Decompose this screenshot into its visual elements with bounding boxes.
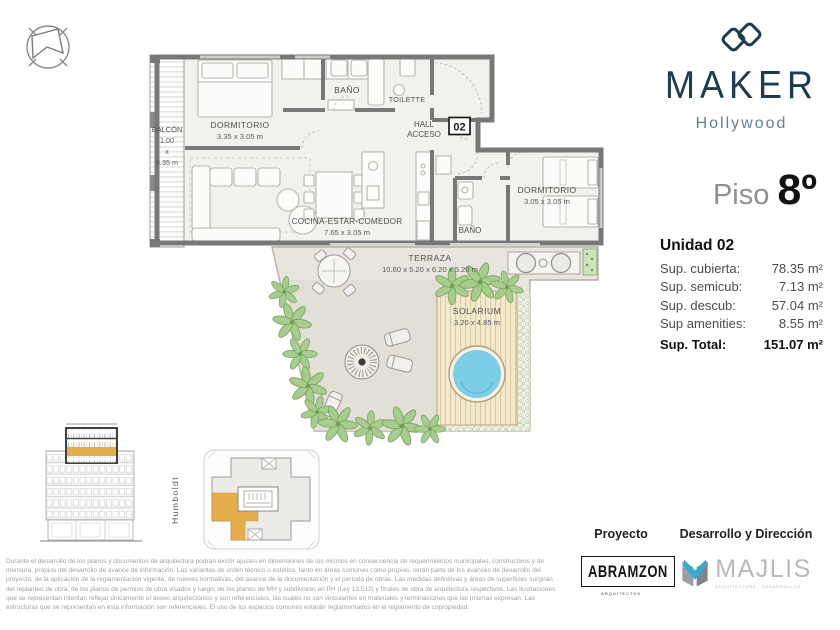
surface-label: Sup. cubierta: (660, 261, 741, 276)
terrace-area (266, 247, 598, 454)
surface-label: Sup. semicub: (660, 279, 743, 295)
surface-table (660, 260, 823, 354)
svg-text:3.05 x 3.05 m: 3.05 x 3.05 m (523, 197, 571, 206)
unit-badge (449, 118, 470, 135)
hall-label-2: ACCESO (407, 130, 441, 139)
toilette-label: TOILETTE (388, 95, 426, 104)
floor-label: Piso (712, 179, 770, 211)
surface-row (660, 260, 823, 278)
surface-row (660, 315, 823, 333)
dorm1-label: DORMITORIO (210, 120, 270, 130)
surface-row (660, 278, 823, 296)
svg-text:02: 02 (453, 121, 466, 134)
planter-box (583, 249, 597, 275)
surface-total-label: Sup. Total: (660, 336, 727, 352)
svg-text:1.00: 1.00 (160, 136, 174, 145)
surface-label: Sup amenities: (660, 316, 746, 332)
floor-title (660, 166, 823, 215)
building-elevation (40, 424, 142, 541)
maker-logo-icon (714, 20, 770, 62)
solarium-label: SOLARIUM (452, 306, 502, 316)
brand-name: MAKER (664, 62, 819, 107)
majlis-name: MAJLIS (715, 555, 812, 583)
fire-pit (345, 345, 379, 379)
majlis-logo-icon (680, 557, 710, 589)
balcony-label: BALCÓN (151, 125, 183, 134)
cocina-label: COCINA-ESTAR-COMEDOR (291, 217, 403, 226)
majlis-tagline: ARQUITECTURA · DESARROLLOS (715, 584, 801, 589)
svg-text:7.65 x 3.05 m: 7.65 x 3.05 m (323, 228, 371, 237)
brand-location: Hollywood (695, 115, 788, 132)
highlighted-floor (67, 447, 116, 456)
surface-value: 57.04 m² (771, 297, 823, 313)
proyecto-block (581, 527, 668, 596)
surface-value: 78.35 m² (771, 261, 823, 276)
majlis-logo (666, 557, 826, 589)
street-label: Humboldt (170, 476, 180, 524)
surface-value: 8.55 m² (778, 316, 823, 332)
svg-text:6.35 m: 6.35 m (156, 158, 178, 167)
grill-counter (508, 252, 580, 274)
apartment-plan (150, 55, 601, 247)
svg-text:3.35 x 3.05 m: 3.35 x 3.05 m (216, 132, 264, 141)
surface-value: 7.13 m² (778, 279, 823, 295)
terraza-label: TERRAZA (408, 253, 452, 263)
surface-total-row (660, 336, 823, 354)
hall-label-1: HALL (413, 120, 435, 129)
proyecto-label: Proyecto (594, 527, 648, 541)
solarium-dims: 3.20 x 4.85 m (453, 318, 501, 327)
terraza-dims: 10.60 x 5.20 x 6.20 x 5.20 m (382, 265, 478, 274)
surface-label: Sup. descub: (660, 297, 736, 313)
svg-text:x: x (165, 147, 169, 156)
bano2-label: BAÑO (458, 226, 482, 235)
unit-title: Unidad 02 (660, 237, 735, 254)
surface-row (660, 297, 823, 315)
brand-panel (660, 20, 823, 354)
surface-total-value: 151.07 m² (763, 336, 823, 352)
desarrollo-block (666, 527, 826, 589)
abramzon-logo: ABRAMZON (581, 556, 675, 587)
site-key-plan (204, 450, 319, 549)
dorm2-label: DORMITORIO (517, 185, 577, 195)
desarrollo-label: Desarrollo y Dirección (679, 527, 813, 541)
north-compass-icon (27, 26, 69, 68)
abramzon-subtitle: ARQUITECTOS (600, 591, 642, 596)
floor-number: 8º (777, 166, 817, 214)
legal-disclaimer: Durante el desarrollo de los planos y documentos de arquitectura podrán existir ajustes en dimensiones de los mismos en consecuencia de requerimientos municipales, constructivos y de mensura, propios del desarrollo de avance de información. Las variantes de orden técnico o estético, tanto en áreas comunes como propias, serán parte de los avances de desarrollo del proyecto, de la aplicación de la reglamentación vigente, de nuevas normativas, del avance de la documentación y el período de obras. Las medidas definitivas y áreas de superficies surgirán del replanteo de obra, de los planos de permiso de obra visados y luego, de los planos de MH y subdivisión en PH (Ley 13.512) y finales de obra de arquitectura respectivos. Las ilustraciones que se representan intentan reflejar únicamente el deseo arquitectónico y son referenciales, las cuales no son vinculantes en materiales y terminaciones que las mismas expresan. Las estructuras que se representan en esta información son referenciales. El uso de los espacios comunes estarán reglamentados en el reglamento de copropiedad. (6, 558, 556, 612)
bano1-label: BAÑO (334, 85, 360, 95)
